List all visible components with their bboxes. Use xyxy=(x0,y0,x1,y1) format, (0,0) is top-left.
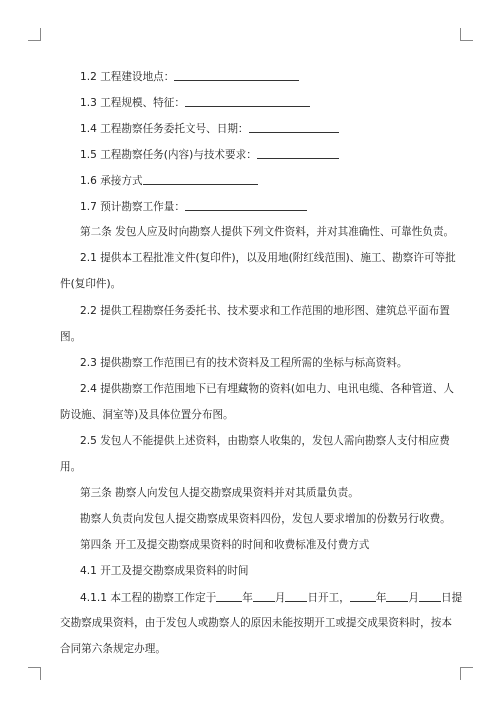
year-label: 年 xyxy=(375,592,387,604)
paragraph-2-3: 2.3 提供勘察工作范围已有的技术资料及工程所需的坐标与标高资料。 xyxy=(80,357,408,369)
field-task-requirements xyxy=(80,147,339,162)
paragraph-4-1-1 xyxy=(80,590,462,605)
paragraph-2-2: 2.2 提供工程勘察任务委托书、技术要求和工作范围的地形图、建筑总平面布置 xyxy=(80,305,450,317)
field-label: 1.3 工程规模、特征： xyxy=(80,97,185,109)
field-contract-method xyxy=(80,173,258,188)
paragraph-2-1-continued: 件(复印件)。 xyxy=(60,278,122,290)
crop-mark-top-right xyxy=(460,28,473,41)
article-4-heading: 第四条 开工及提交勘察成果资料的时间和收费标准及付费方式 xyxy=(80,539,370,551)
fill-in-blank[interactable] xyxy=(174,69,299,81)
field-construction-site xyxy=(80,69,299,84)
field-scale-features xyxy=(80,95,310,110)
submit-month-blank[interactable] xyxy=(386,590,408,602)
submit-year-blank[interactable] xyxy=(350,590,376,602)
field-commission-no-date xyxy=(80,121,339,136)
year-label: 年 xyxy=(242,592,253,604)
fill-in-blank[interactable] xyxy=(143,173,258,185)
paragraph-2-4-continued: 防设施、洞室等)及具体位置分布图。 xyxy=(60,409,234,421)
month-label: 月 xyxy=(408,592,420,604)
month-label: 月 xyxy=(274,592,286,604)
submit-day-blank[interactable] xyxy=(419,590,441,602)
paragraph-4-1-1-end: 合同第六条规定办理。 xyxy=(60,643,166,655)
field-label: 1.4 工程勘察任务委托文号、日期： xyxy=(80,123,249,135)
field-estimated-workload xyxy=(80,199,307,214)
crop-mark-bottom-left xyxy=(28,667,41,680)
paragraph-2-2-continued: 图。 xyxy=(60,331,82,343)
fill-in-blank[interactable] xyxy=(185,199,307,211)
fill-in-blank[interactable] xyxy=(185,95,310,107)
start-day-blank[interactable] xyxy=(285,590,307,602)
day-label: 日提 xyxy=(441,592,463,604)
article-3-body: 勘察人负责向发包人提交勘察成果资料四份，发包人要求增加的份数另行收费。 xyxy=(80,513,451,525)
paragraph-2-5-continued: 用。 xyxy=(60,461,82,473)
day-label: 日开工， xyxy=(307,592,350,604)
fill-in-blank[interactable] xyxy=(257,147,339,159)
paragraph-4-1-1-continued: 交勘察成果资料，由于发包人或勘察人的原因未能按期开工或提交成果资料时，按本 xyxy=(60,617,452,629)
start-year-blank[interactable] xyxy=(216,590,242,602)
paragraph-2-4: 2.4 提供勘察工作范围地下已有埋藏物的资料(如电力、电讯电缆、各种管道、人 xyxy=(80,383,454,395)
paragraph-2-5: 2.5 发包人不能提供上述资料，由勘察人收集的，发包人需向勘察人支付相应费 xyxy=(80,435,450,447)
paragraph-text: 4.1.1 本工程的勘察工作定于 xyxy=(80,592,217,604)
crop-mark-top-left xyxy=(28,28,41,41)
article-3-heading: 第三条 勘察人向发包人提交勘察成果资料并对其质量负责。 xyxy=(80,487,359,499)
paragraph-4-1: 4.1 开工及提交勘察成果资料的时间 xyxy=(80,565,249,577)
crop-mark-bottom-right xyxy=(460,667,473,680)
start-month-blank[interactable] xyxy=(253,590,275,602)
field-label: 1.2 工程建设地点： xyxy=(80,71,175,83)
paragraph-2-1: 2.1 提供本工程批准文件(复印件)，以及用地(附红线范围)、施工、勘察许可等批 xyxy=(80,252,456,264)
field-label: 1.7 预计勘察工作量： xyxy=(80,201,185,213)
fill-in-blank[interactable] xyxy=(249,121,339,133)
field-label: 1.5 工程勘察任务(内容)与技术要求： xyxy=(80,149,257,161)
field-label: 1.6 承接方式 xyxy=(80,175,143,187)
article-2-heading: 第二条 发包人应及时向勘察人提供下列文件资料，并对其准确性、可靠性负责。 xyxy=(80,226,455,238)
